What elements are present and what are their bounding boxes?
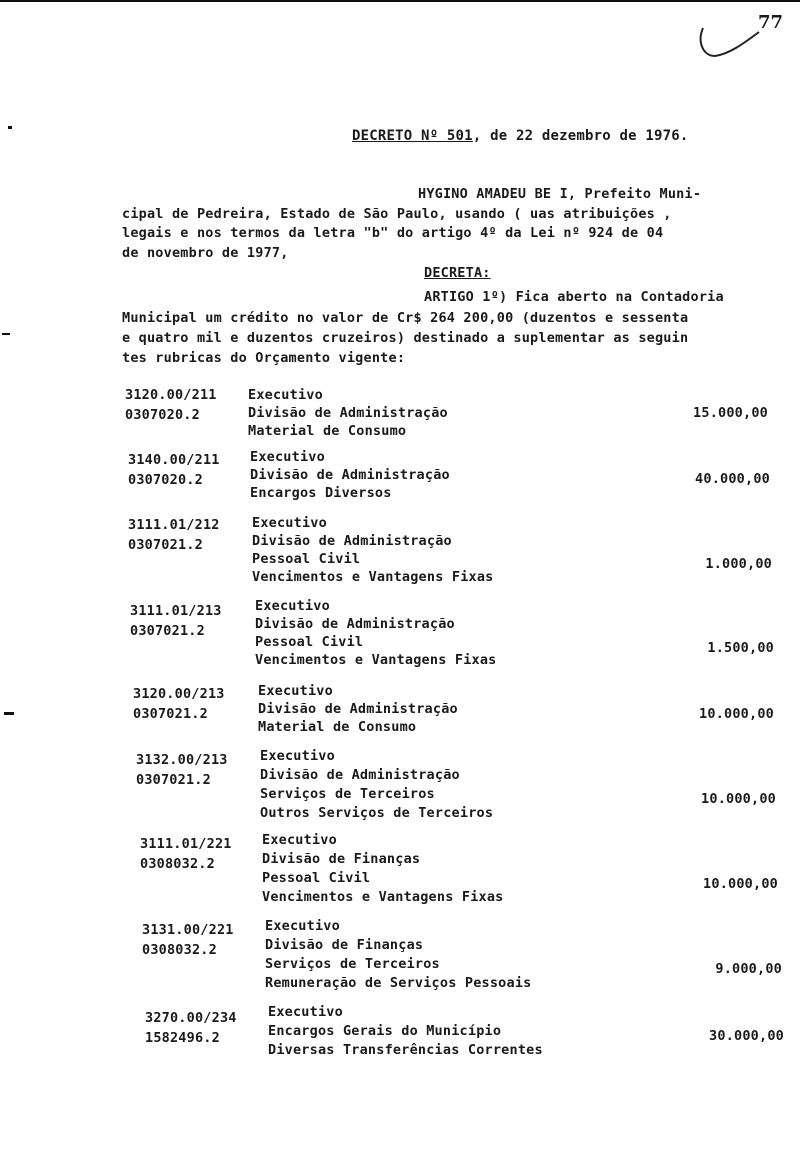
entry-line: Divisão de Administração: [258, 701, 458, 717]
entry-line: Divisão de Administração: [252, 533, 452, 549]
article-line: e quatro mil e duzentos cruzeiros) destinado a suplementar as seguin: [122, 330, 689, 346]
intro-line: HYGINO AMADEU BE I, Prefeito Muni-: [418, 186, 702, 202]
entry-line: Divisão de Administração: [255, 616, 455, 632]
entry-amount: 10.000,00: [699, 706, 774, 722]
entry-line: Executivo: [258, 683, 333, 699]
entry-code: 3111.01/221: [140, 836, 232, 852]
page-number: 77: [758, 12, 784, 33]
entry-line: Pessoal Civil: [252, 551, 361, 567]
entry-amount: 15.000,00: [693, 405, 768, 421]
entry-code: 0307021.2: [133, 706, 208, 722]
entry-line: Executivo: [262, 832, 337, 848]
entry-line: Material de Consumo: [258, 719, 417, 735]
entry-line: Divisão de Administração: [248, 405, 448, 421]
entry-code: 3131.00/221: [142, 922, 234, 938]
entry-line: Executivo: [248, 387, 323, 403]
entry-line: Remuneração de Serviços Pessoais: [265, 975, 532, 991]
entry-code: 3111.01/213: [130, 603, 222, 619]
entry-code: 3120.00/213: [133, 686, 225, 702]
entry-code: 0307020.2: [125, 407, 200, 423]
entry-line: Divisão de Administração: [260, 767, 460, 783]
entry-amount: 40.000,00: [695, 471, 770, 487]
decree-title: [352, 128, 689, 144]
entry-code: 3140.00/211: [128, 452, 220, 468]
article-line: tes rubricas do Orçamento vigente:: [122, 350, 406, 366]
entry-code: 0307020.2: [128, 472, 203, 488]
entry-amount: 9.000,00: [715, 961, 782, 977]
article-line: Municipal um crédito no valor de Cr$ 264 200,00 (duzentos e sessenta: [122, 310, 689, 326]
entry-code: 0308032.2: [140, 856, 215, 872]
margin-mark: [4, 712, 14, 715]
margin-mark: [8, 126, 12, 129]
entry-line: Pessoal Civil: [262, 870, 371, 886]
entry-line: Divisão de Finanças: [265, 937, 424, 953]
entry-code: 0308032.2: [142, 942, 217, 958]
entry-amount: 1.000,00: [705, 556, 772, 572]
entry-line: Pessoal Civil: [255, 634, 364, 650]
entry-line: Executivo: [252, 515, 327, 531]
entry-line: Vencimentos e Vantagens Fixas: [262, 889, 504, 905]
entry-code: 3270.00/234: [145, 1010, 237, 1026]
entry-code: 0307021.2: [130, 623, 205, 639]
intro-line: cipal de Pedreira, Estado de São Paulo, usando ( uas atribuições ,: [122, 206, 672, 222]
entry-line: Executivo: [255, 598, 330, 614]
entry-code: 0307021.2: [128, 537, 203, 553]
handwritten-checkmark-icon: [695, 22, 765, 62]
scan-top-edge: [0, 0, 800, 2]
entry-code: 3132.00/213: [136, 752, 228, 768]
entry-line: Divisão de Finanças: [262, 851, 421, 867]
entry-line: Vencimentos e Vantagens Fixas: [252, 569, 494, 585]
entry-line: Executivo: [260, 748, 335, 764]
entry-line: Executivo: [250, 449, 325, 465]
entry-line: Encargos Gerais do Município: [268, 1023, 502, 1039]
entry-line: Divisão de Administração: [250, 467, 450, 483]
entry-amount: 10.000,00: [701, 791, 776, 807]
entry-line: Material de Consumo: [248, 423, 407, 439]
intro-line: legais e nos termos da letra "b" do artigo 4º da Lei nº 924 de 04: [122, 225, 664, 241]
entry-amount: 1.500,00: [707, 640, 774, 656]
entry-line: Diversas Transferências Correntes: [268, 1042, 543, 1058]
entry-line: Executivo: [268, 1004, 343, 1020]
entry-code: 3111.01/212: [128, 517, 220, 533]
entry-amount: 10.000,00: [703, 876, 778, 892]
article-line: ARTIGO 1º) Fica aberto na Contadoria: [424, 289, 724, 305]
entry-code: 1582496.2: [145, 1030, 220, 1046]
entry-amount: 30.000,00: [709, 1028, 784, 1044]
entry-code: 0307021.2: [136, 772, 211, 788]
margin-mark: [2, 333, 10, 335]
decree-title-date: , de 22 dezembro de 1976.: [472, 128, 689, 144]
entry-line: Serviços de Terceiros: [265, 956, 440, 972]
decree-title-number: DECRETO Nº 501: [352, 128, 473, 144]
intro-line: de novembro de 1977,: [122, 245, 289, 261]
entry-line: Vencimentos e Vantagens Fixas: [255, 652, 497, 668]
entry-line: Executivo: [265, 918, 340, 934]
entry-line: Encargos Diversos: [250, 485, 392, 501]
decreta-heading: DECRETA:: [424, 265, 491, 281]
entry-line: Serviços de Terceiros: [260, 786, 435, 802]
entry-code: 3120.00/211: [125, 387, 217, 403]
entry-line: Outros Serviços de Terceiros: [260, 805, 494, 821]
